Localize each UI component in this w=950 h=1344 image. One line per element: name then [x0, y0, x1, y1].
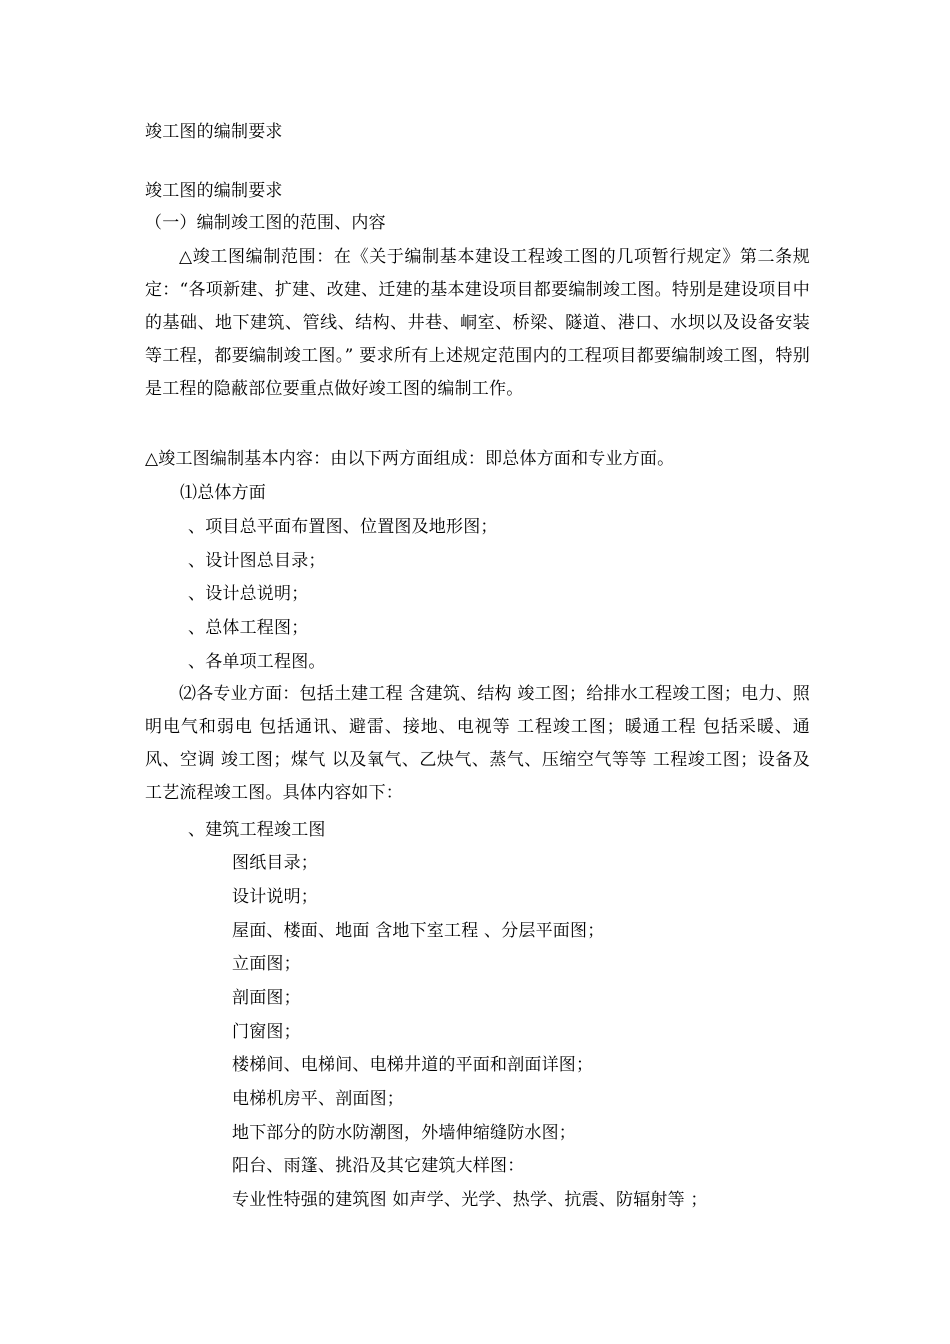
building-item: 图纸目录； — [232, 853, 318, 873]
section-title: 竣工图的编制要求 — [145, 181, 283, 201]
building-item: 电梯机房平、剖面图； — [232, 1089, 404, 1109]
building-item: 楼梯间、电梯间、电梯井道的平面和剖面详图； — [232, 1055, 594, 1075]
building-item: 屋面、楼面、地面 含地下室工程 、分层平面图； — [232, 921, 605, 941]
section-heading-scope-content: （一）编制竣工图的范围、内容 — [145, 213, 386, 233]
document-title: 竣工图的编制要求 — [145, 122, 283, 142]
building-item: 剖面图； — [232, 988, 301, 1008]
general-item: 、设计图总目录； — [188, 551, 326, 571]
general-item: 、总体工程图； — [188, 618, 309, 638]
building-item: 地下部分的防水防潮图，外墙伸缩缝防水图； — [232, 1123, 576, 1143]
building-item: 专业性特强的建筑图 如声学、光学、热学、抗震、防辐射等 ； — [232, 1190, 708, 1210]
building-heading: 、建筑工程竣工图 — [188, 820, 326, 840]
specialty-paragraph: ⑵各专业方面：包括土建工程 含建筑、结构 竣工图；给排水工程竣工图；电力、照明电气和弱电 包括通讯、避雷、接地、电视等 工程竣工图；暖通工程 包括采暖、通风、空调 竣工图；煤气 以及氧气、乙炔气、蒸气、压缩空气等等 工程竣工图；设备及工艺流程竣工图。具体内容如下： — [145, 684, 810, 803]
scope-paragraph: △竣工图编制范围：在《关于编制基本建设工程竣工图的几项暂行规定》第二条规定：“各项新建、扩建、改建、迁建的基本建设项目都要编制竣工图。特别是建设项目中的基础、地下建筑、管线、结构、井巷、峒室、桥梁、隧道、港口、水坝以及设备安装等工程，都要编制竣工图。” 要求所有上述规定范围内的工程项目都要编制竣工图，特别是工程的隐蔽部位要重点做好竣工图的编制工作。 — [145, 247, 810, 399]
content-summary-line: △竣工图编制基本内容：由以下两方面组成：即总体方面和专业方面。 — [145, 449, 675, 469]
building-item: 立面图； — [232, 954, 301, 974]
building-item: 阳台、雨篷、挑沿及其它建筑大样图： — [232, 1156, 525, 1176]
building-item: 门窗图； — [232, 1022, 301, 1042]
general-item: 、设计总说明； — [188, 584, 309, 604]
general-item: 、项目总平面布置图、位置图及地形图； — [188, 517, 498, 537]
building-item: 设计说明； — [232, 887, 318, 907]
general-item: 、各单项工程图。 — [188, 652, 326, 672]
general-aspect-heading: ⑴总体方面 — [180, 483, 266, 503]
